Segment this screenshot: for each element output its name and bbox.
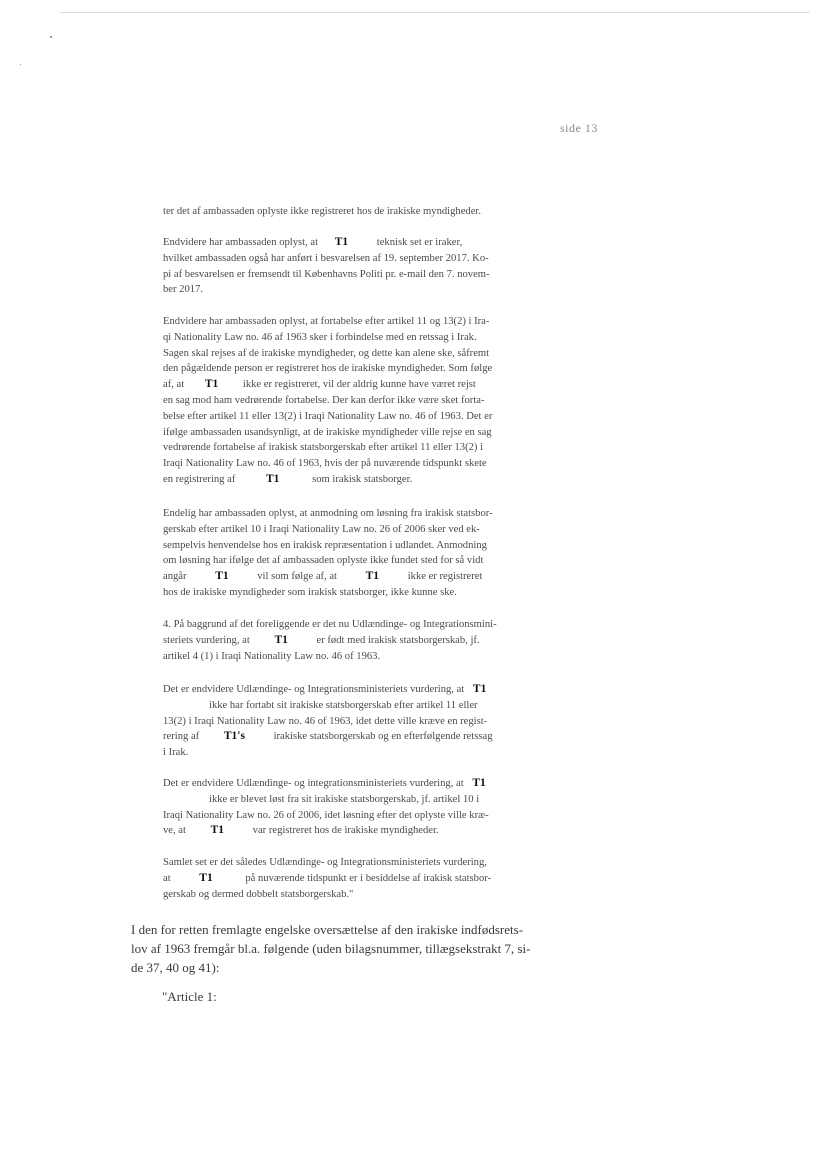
text-line: Endvidere har ambassaden oplyst, at fortabelse efter artikel 11 og 13(2) i Ira- [163, 316, 490, 327]
anonymized-name-tag: T1 [334, 236, 349, 248]
text-line: gerskab og dermed dobbelt statsborgerskab." [163, 888, 354, 900]
anonymized-name-tag: T1 [204, 378, 219, 391]
text-line: de 37, 40 og 41): [131, 960, 220, 975]
text-line: ter det af ambassaden oplyste ikke registreret hos de irakiske myndigheder. [163, 206, 482, 217]
text-line: ikke er blevet løst fra sit irakiske statsborgerskab, jf. artikel 10 i [209, 793, 480, 805]
text-line: af, at T1 ikke er registreret, vil der aldrig kunne have været rejst [163, 378, 476, 391]
text-line: rering af T1's irakiske statsborgerskab og en efterfølgende retssag [163, 730, 493, 743]
text-line: steriets vurdering, at T1 er født med irakisk statsborgerskab, jf. [163, 633, 480, 646]
quote-paragraph-7 [163, 776, 558, 839]
text-line: qi Nationality Law no. 46 af 1963 sker i forbindelse med en retssag i Irak. [163, 331, 477, 343]
text-line: pi af besvarelsen er fremsendt til Københavns Politi pr. e-mail den 7. novem- [163, 268, 490, 280]
anonymized-name-tag: T1 [365, 570, 380, 583]
text-line: sempelvis henvendelse hos en irakisk repræsentation i udlandet. Anmodning [163, 539, 487, 551]
text-line: ifølge ambassaden usandsynligt, at de irakiske myndigheder ville rejse en sag [163, 426, 492, 438]
article-heading [162, 987, 592, 1006]
text-line: om løsning har ifølge det af ambassaden oplyste ikke fundet sted for så vidt [163, 555, 484, 567]
text-line: Iraqi Nationality Law no. 46 of 1963, hvis der på nuværende tidspunkt skete [163, 458, 487, 470]
text-line: en registrering af T1 som irakisk statsborger. [163, 472, 413, 485]
quote-paragraph-1 [163, 204, 558, 220]
quote-paragraph-3 [163, 314, 558, 488]
text-line: at T1 på nuværende tidspunkt er i besiddelse af irakisk statsbor- [163, 871, 492, 884]
text-line: hvilket ambassaden også har anført i besvarelsen af 19. september 2017. Ko- [163, 252, 489, 264]
anonymized-name-tag: T1 [472, 683, 487, 695]
text-line: 4. På baggrund af det foreliggende er det nu Udlændinge- og Integrationsmini- [163, 619, 497, 630]
anonymized-name-tag: T1 [199, 871, 213, 884]
text-line: Samlet set er det således Udlændinge- og Integrationsministeriets vurdering, [163, 857, 487, 868]
anonymized-name-tag: T1 [266, 472, 280, 485]
text-line: 13(2) i Iraqi Nationality Law no. 46 of 1963, idet dette ville kræve en regist- [163, 715, 488, 727]
quote-paragraph-8 [163, 855, 558, 902]
anonymized-name-tag: T1 [210, 824, 225, 837]
body-paragraph [131, 920, 561, 977]
text-line: Det er endvidere Udlændinge- og Integrationsministeriets vurdering, at T1 [163, 683, 487, 695]
anonymized-name-tag: T1 [215, 570, 229, 583]
anonymized-name-tag: T1 [472, 777, 486, 789]
text-line: belse efter artikel 11 eller 13(2) i Iraqi Nationality Law no. 46 of 1963. Det er [163, 410, 493, 422]
text-line: lov af 1963 fremgår bl.a. følgende (uden bilagsnummer, tillægsekstrakt 7, si- [131, 941, 531, 956]
text-line: artikel 4 (1) i Iraqi Nationality Law no. 46 of 1963. [163, 650, 381, 662]
quote-paragraph-5 [163, 617, 558, 664]
quote-paragraph-2 [163, 235, 558, 298]
page-number: side 13 [560, 121, 598, 135]
text-line: i Irak. [163, 747, 189, 759]
scan-speck [20, 64, 21, 65]
quote-paragraph-4 [163, 506, 558, 601]
text-line: vedrørende fortabelse af irakisk statsborgerskab efter artikel 11 eller 13(2) i [163, 442, 484, 454]
anonymized-name-tag: T1 [274, 633, 288, 646]
anonymized-name-tag: T1's [223, 730, 245, 743]
text-line: Iraqi Nationality Law no. 26 of 2006, idet løsning efter det oplyste ville kræ- [163, 809, 489, 821]
text-line: ber 2017. [163, 284, 204, 296]
quote-paragraph-6 [163, 682, 558, 761]
text-line: ve, at T1 var registreret hos de irakiske myndigheder. [163, 824, 439, 837]
text-line: angår T1 vil som følge af, at T1 ikke er registreret [163, 570, 483, 583]
text-line: Det er endvidere Udlændinge- og integrationsministeriets vurdering, at T1 [163, 777, 486, 789]
text-line: Endvidere har ambassaden oplyst, at T1 teknisk set er iraker, [163, 236, 463, 248]
text-line: hos de irakiske myndigheder som irakisk statsborger, ikke kunne ske. [163, 586, 457, 598]
scan-speck [50, 36, 52, 38]
text-line: "Article 1: [162, 989, 217, 1004]
text-line: Sagen skal rejses af de irakiske myndigheder, og dette kan alene ske, såfremt [163, 347, 490, 359]
text-line: gerskab efter artikel 10 i Iraqi Nationality Law no. 26 of 2006 sker ved ek- [163, 523, 480, 535]
text-line: ikke har fortabt sit irakiske statsborgerskab efter artikel 11 eller [209, 699, 478, 711]
text-line: en sag mod ham vedrørende fortabelse. Der kan derfor ikke være sket forta- [163, 394, 485, 406]
text-line: I den for retten fremlagte engelske oversættelse af den irakiske indfødsrets- [131, 922, 524, 937]
text-line: Endelig har ambassaden oplyst, at anmodning om løsning fra irakisk statsbor- [163, 508, 493, 519]
text-line: den pågældende person er registreret hos de irakiske myndigheder. Som følge [163, 363, 493, 375]
top-scan-line [60, 12, 810, 13]
